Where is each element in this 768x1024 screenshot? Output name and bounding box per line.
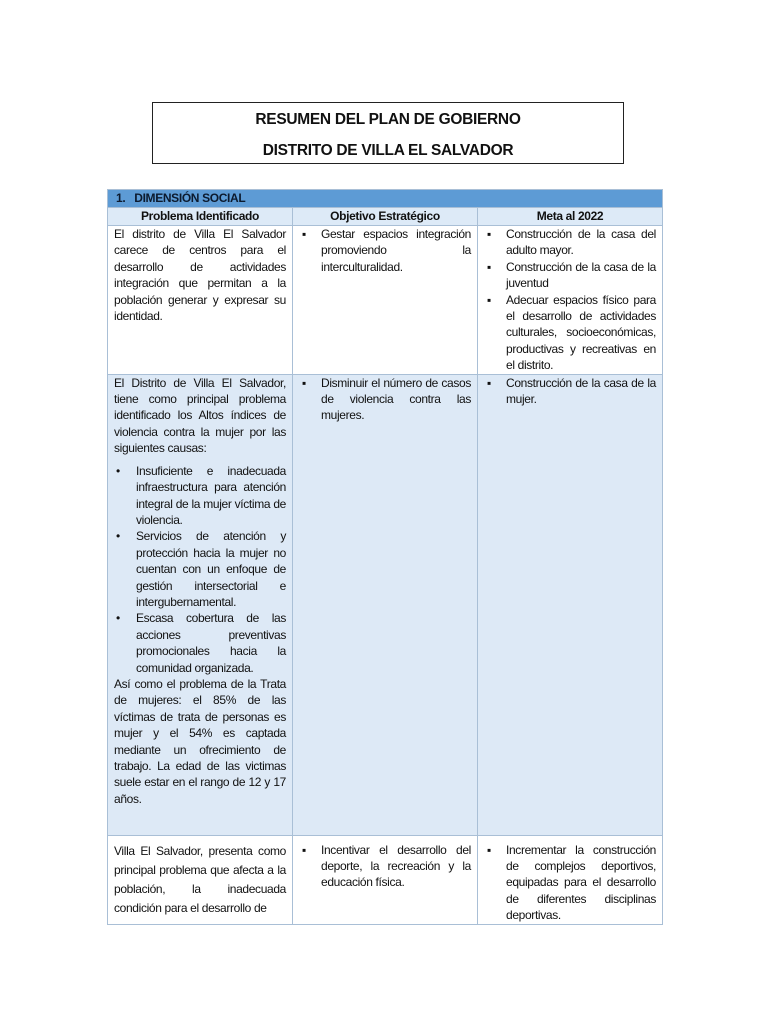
causa-item: • Insuficiente e inadecuada infraestructura para atención integral de la mujer víctima de violencia.	[114, 463, 286, 529]
meta-cell	[478, 226, 663, 375]
header-meta: Meta al 2022	[478, 208, 663, 226]
causa-item: • Servicios de atención y protección hacia la mujer no cuentan con un enfoque de gestión intersectorial e intergubernamental.	[114, 528, 286, 610]
meta-item: ▪ Construcción de la casa de la mujer.	[484, 375, 656, 408]
objetivo-item: ▪ Disminuir el número de casos de violencia contra las mujeres.	[299, 375, 471, 424]
meta-item: ▪ Construcción de la casa del adulto mayor.	[484, 226, 656, 259]
problema-cell: Villa El Salvador, presenta como principal problema que afecta a la población, la inadecuada condición para el desarrollo de	[108, 835, 293, 924]
causa-item: • Escasa cobertura de las acciones preventivas promocionales hacia la comunidad organizada.	[114, 610, 286, 676]
meta-cell	[478, 374, 663, 835]
meta-item: ▪ Adecuar espacios físico para el desarrollo de actividades culturales, socioeconómicas, productivas y recreativas en el distrito.	[484, 292, 656, 374]
objetivo-cell	[293, 374, 478, 835]
table-row	[108, 835, 663, 924]
causas-list	[114, 463, 286, 676]
objetivo-item: ▪ Gestar espacios integración promoviendo la interculturalidad.	[299, 226, 471, 275]
table-row	[108, 226, 663, 375]
objetivo-item: ▪ Incentivar el desarrollo del deporte, la recreación y la educación física.	[299, 842, 471, 891]
table-row	[108, 374, 663, 835]
dimension-row	[108, 190, 663, 208]
header-row	[108, 208, 663, 226]
meta-item: ▪ Construcción de la casa de la juventud	[484, 259, 656, 292]
problema-intro: El Distrito de Villa El Salvador, tiene como principal problema identificado los Altos índices de violencia contra la mujer por las siguientes causas:	[114, 375, 286, 456]
meta-item: ▪ Incrementar la construcción de complejos deportivos, equipadas para el desarrollo de diferentes disciplinas deportivas.	[484, 842, 656, 924]
document-subtitle: DISTRITO DE VILLA EL SALVADOR	[262, 142, 514, 159]
document-title: RESUMEN DEL PLAN DE GOBIERNO	[255, 111, 521, 128]
problema-cierre: Así como el problema de la Trata de mujeres: el 85% de las víctimas de trata de personas es mujer y el 54% es captada mediante un ofrecimiento de trabajo. La edad de las victimas suele estar en el rango de 12 y 17 años.	[114, 676, 286, 806]
objetivo-cell	[293, 835, 478, 924]
meta-cell	[478, 835, 663, 924]
dimension-heading: 1. DIMENSIÓN SOCIAL	[108, 190, 663, 208]
plan-table	[107, 189, 663, 925]
problema-cell	[108, 374, 293, 835]
header-problema: Problema Identificado	[108, 208, 293, 226]
objetivo-cell	[293, 226, 478, 375]
title-box	[152, 102, 624, 164]
problema-cell: El distrito de Villa El Salvador carece de centros para el desarrollo de actividades integración que permitan a la población generar y expresar su identidad.	[108, 226, 293, 375]
header-objetivo: Objetivo Estratégico	[293, 208, 478, 226]
